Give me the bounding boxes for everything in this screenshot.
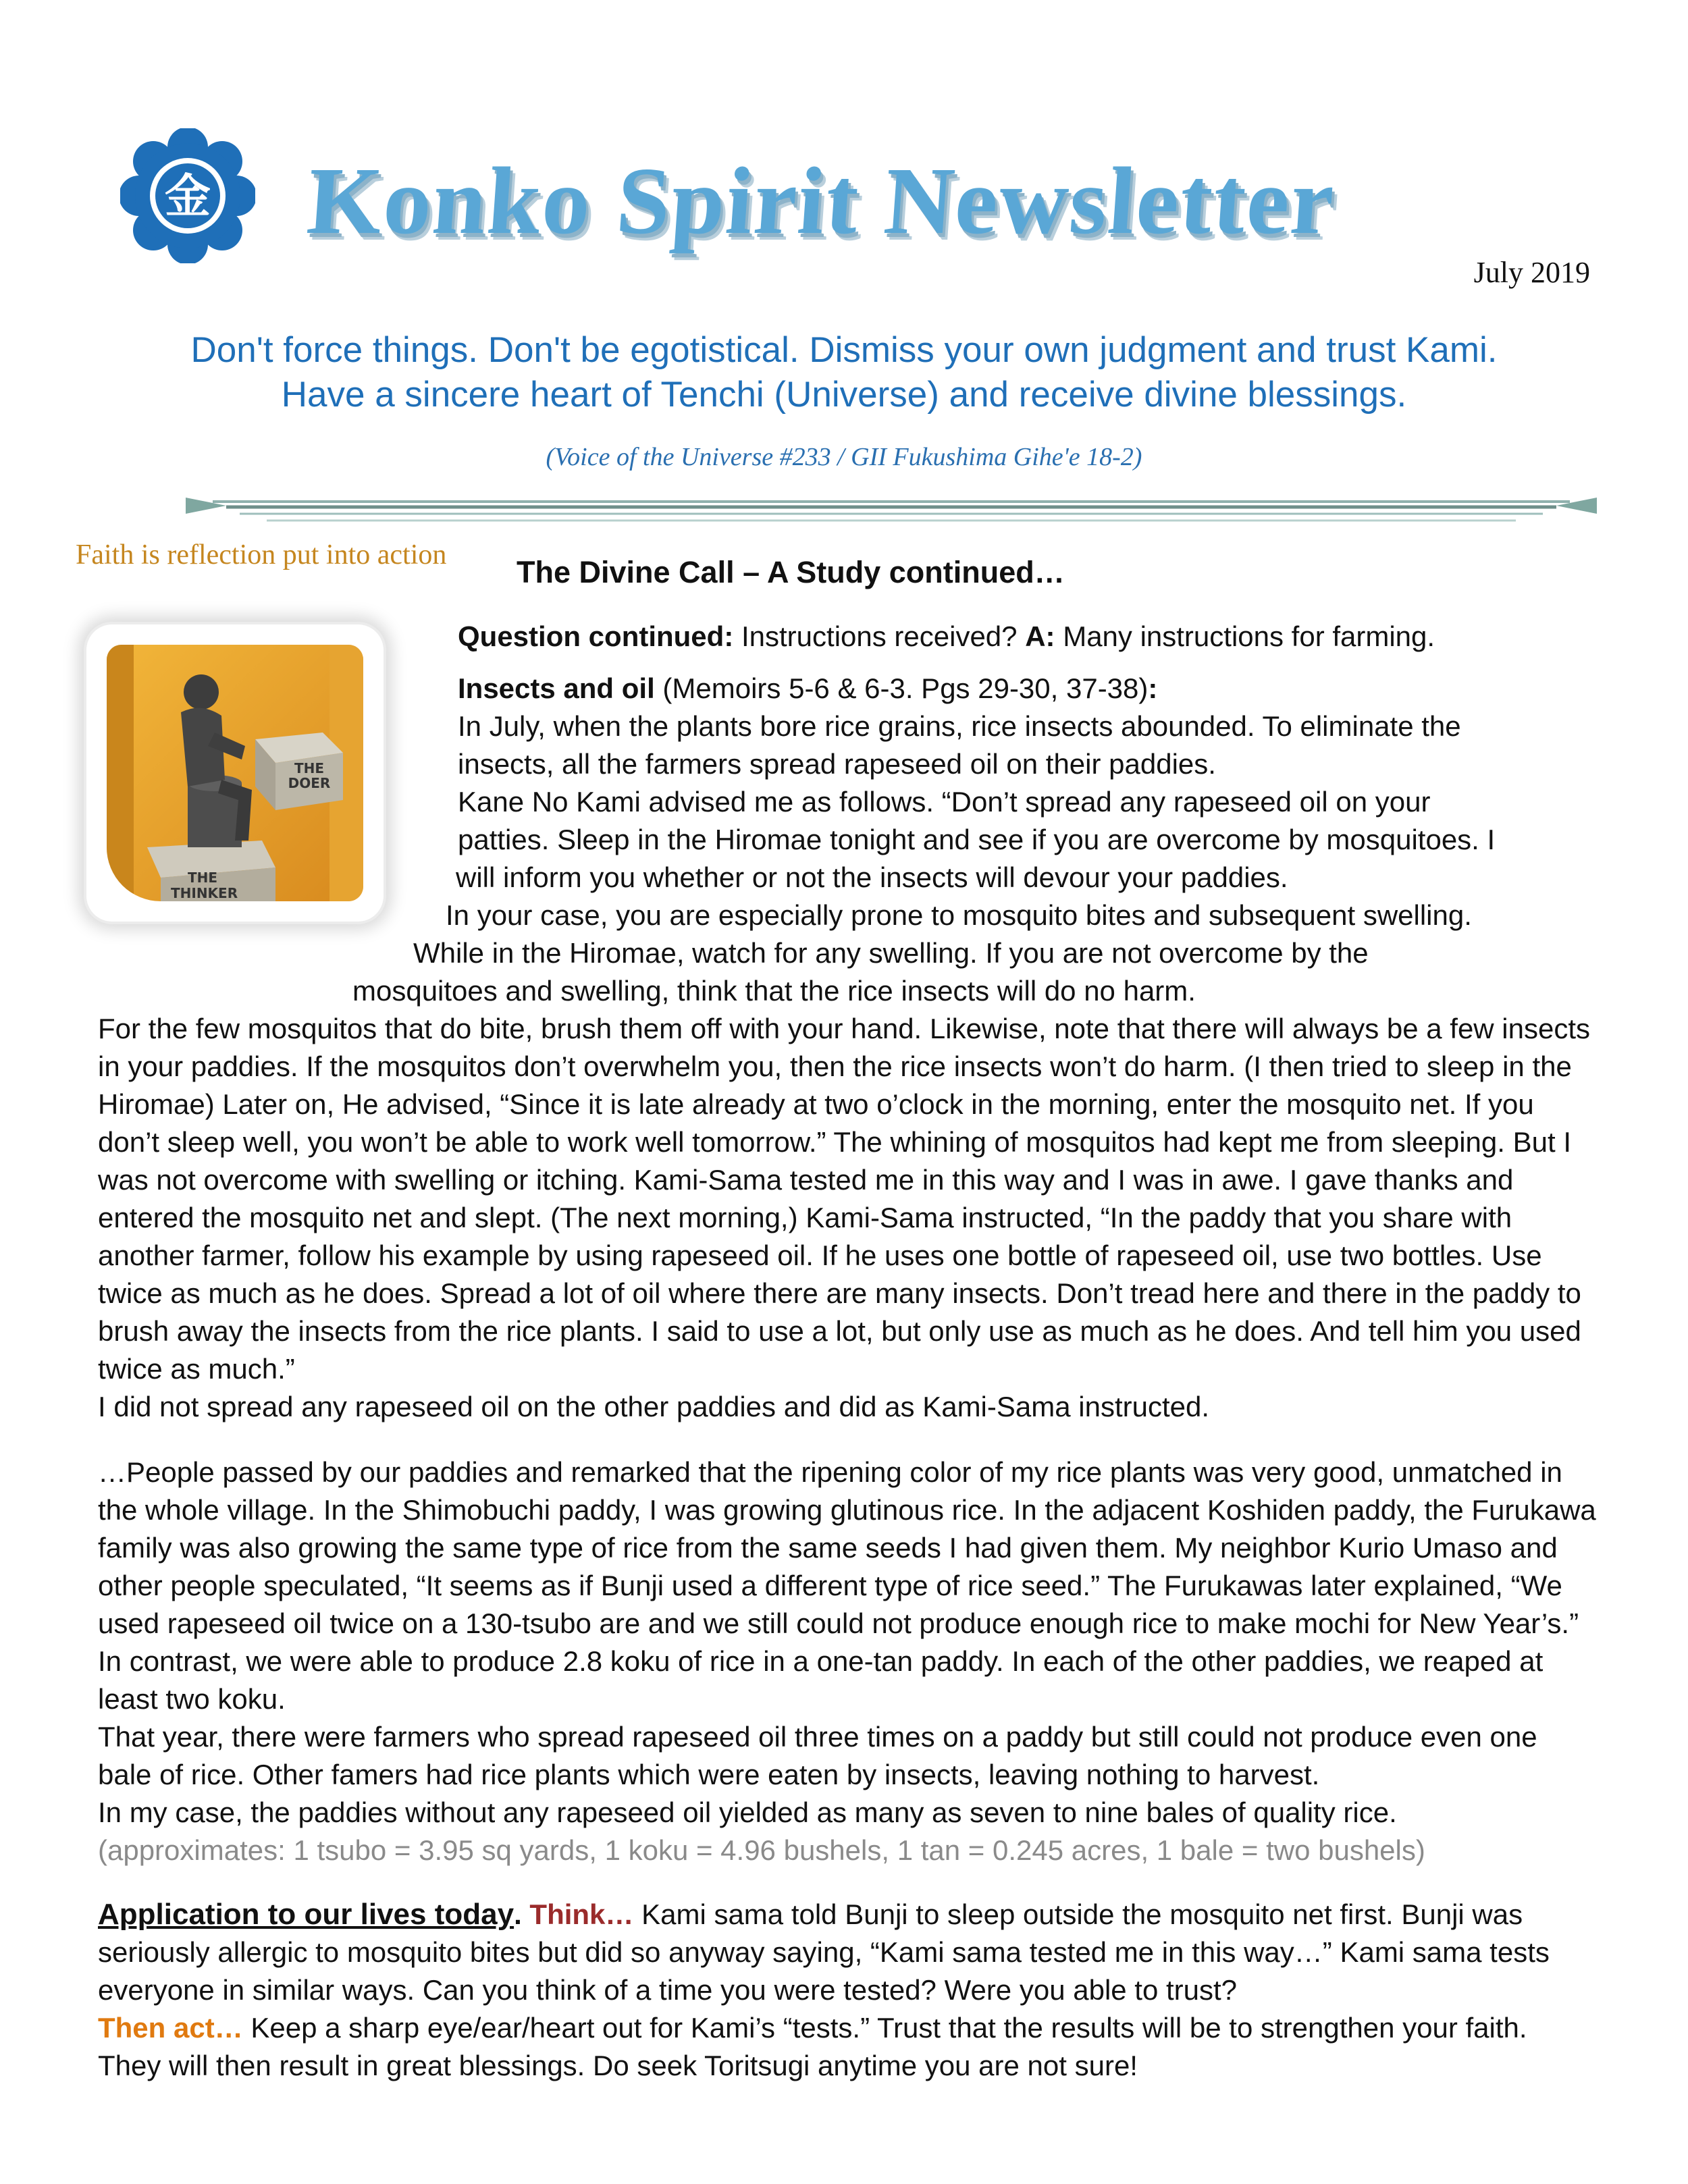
act-label: Then act… xyxy=(98,2012,243,2044)
body-line: will inform you whether or not the insects will devour your paddies. xyxy=(456,861,1288,893)
body-line: In your case, you are especially prone to mosquito bites and subsequent swelling. xyxy=(446,899,1472,931)
body-paragraph: In my case, the paddies without any rapeseed oil yielded as many as seven to nine bales of quality rice. xyxy=(98,1796,1397,1828)
svg-text:金: 金 xyxy=(164,170,211,223)
body-paragraph: …People passed by our paddies and remarked that the ripening color of my rice plants was very good, unmatched in the whole village. In the Shimobuchi paddy, I was growing glutinous rice. In the adjacent Koshiden paddy, the Furukawa family was also growing the same type of rice from the same seeds I had given them. My neighbor Kurio Umaso and other people speculated, “It seems as if Bunji used a different type of rice seed.” The Furukawas later explained, “We used rapeseed oil twice on a 130-tsubo are and we still could not produce enough rice to make mochi for New Year’s.” In contrast, we were able to produce 2.8 koku of rice in a one-tan paddy. In each of the other paddies, we reaped at least two koku. xyxy=(98,1456,1596,1715)
body-paragraph: I did not spread any rapeseed oil on the other paddies and did as Kami-Sama instructed. xyxy=(98,1391,1210,1422)
application-act xyxy=(98,2009,1597,2085)
ornamental-divider xyxy=(186,489,1597,530)
body-line: insects, all the farmers spread rapeseed oil on their paddies. xyxy=(458,748,1216,780)
application-heading-punct: . xyxy=(514,1898,522,1930)
thinker-doer-image xyxy=(86,624,384,922)
think-text: Kami sama told Bunji to sleep outside the mosquito net first. Bunji was seriously allergic to mosquito bites but did so anyway saying, “Kami sama tested me in this way…” Kami sama tests everyone in similar ways. Can you think of a time you were tested? Were you able to trust? xyxy=(98,1898,1550,2006)
answer-label: A: xyxy=(1025,620,1055,652)
thinker-illustration xyxy=(107,645,363,901)
svg-text:THE: THE xyxy=(188,870,218,886)
conversion-note: (approximates: 1 tsubo = 3.95 sq yards, 1 koku = 4.96 bushels, 1 tan = 0.245 acres, 1 bale = two bushels) xyxy=(98,1834,1425,1866)
motto: Faith is reflection put into action xyxy=(76,539,447,570)
quote-source: (Voice of the Universe #233 / GII Fukushima Gihe'e 18-2) xyxy=(546,443,1142,471)
newsletter-title: Konko Spirit Newsletter xyxy=(304,147,1339,254)
subheading-line xyxy=(458,670,1157,708)
svg-text:THINKER: THINKER xyxy=(171,885,238,901)
application-heading: Application to our lives today xyxy=(98,1898,515,1931)
article-title: The Divine Call – A Study continued… xyxy=(517,555,1065,589)
quote-line-1: Don't force things. Don't be egotistical. Dismiss your own judgment and trust Kami. xyxy=(190,330,1498,370)
question-label: Question continued: xyxy=(458,620,734,652)
subheading-label: Insects and oil xyxy=(458,672,655,704)
question-text: Instructions received? xyxy=(741,620,1018,652)
subheading-ref: (Memoirs 5-6 & 6-3. Pgs 29-30, 37-38) xyxy=(662,672,1149,704)
body-line: In July, when the plants bore rice grains, rice insects abounded. To eliminate the xyxy=(458,710,1461,742)
think-label: Think… xyxy=(529,1898,634,1930)
svg-text:DOER: DOER xyxy=(288,775,331,791)
answer-text: Many instructions for farming. xyxy=(1063,620,1435,652)
body-paragraph-continued: For the few mosquitos that do bite, brush them off with your hand. Likewise, note that there will always be a few insects in your paddies. If the mosquitos don’t overwhelm you, then the rice insects won’t do harm. (I then tried to sleep in the Hiromae) Later on, He advised, “Since it is late already at two o’clock in the morning, enter the mosquito net. If you don’t sleep well, you won’t be able to work well tomorrow.” The whining of mosquitos had kept me from sleeping. But I was not overcome with swelling or itching. Kami-Sama tested me in this way and I was in awe. I gave thanks and entered the mosquito net and slept. (The next morning,) Kami-Sama instructed, “In the paddy that you share with another farmer, follow his example by using rapeseed oil. If he uses one bottle of rapeseed oil, use two bottles. Use twice as much as he does. Spread a lot of oil where there are many insects. Don’t tread here and there in the paddy to brush away the insects from the rice plants. I said to use a lot, but only use as much as he does. And tell him you used twice as much.” xyxy=(98,1013,1591,1385)
body-line: patties. Sleep in the Hiromae tonight and see if you are overcome by mosquitoes. I xyxy=(458,824,1496,855)
subheading-colon: : xyxy=(1148,672,1158,704)
question-line xyxy=(458,618,1435,656)
body-line: While in the Hiromae, watch for any swelling. If you are not overcome by the xyxy=(413,937,1369,969)
application-think xyxy=(98,1896,1597,2009)
issue-date: July 2019 xyxy=(1473,256,1590,289)
act-text: Keep a sharp eye/ear/heart out for Kami’s “tests.” Trust that the results will be to strengthen your faith. They will then result in great blessings. Do seek Toritsugi anytime you are not sure! xyxy=(98,2012,1527,2081)
konko-crest-icon xyxy=(120,128,255,263)
quote-line-2: Have a sincere heart of Tenchi (Universe) and receive divine blessings. xyxy=(281,375,1407,415)
body-line: mosquitoes and swelling, think that the rice insects will do no harm. xyxy=(352,975,1196,1007)
body-line: Kane No Kami advised me as follows. “Don’t spread any rapeseed oil on your xyxy=(458,786,1431,818)
svg-text:THE: THE xyxy=(294,760,325,776)
body-paragraph: That year, there were farmers who spread rapeseed oil three times on a paddy but still could not produce even one bale of rice. Other famers had rice plants which were eaten by insects, leaving nothing to harvest. xyxy=(98,1721,1537,1790)
